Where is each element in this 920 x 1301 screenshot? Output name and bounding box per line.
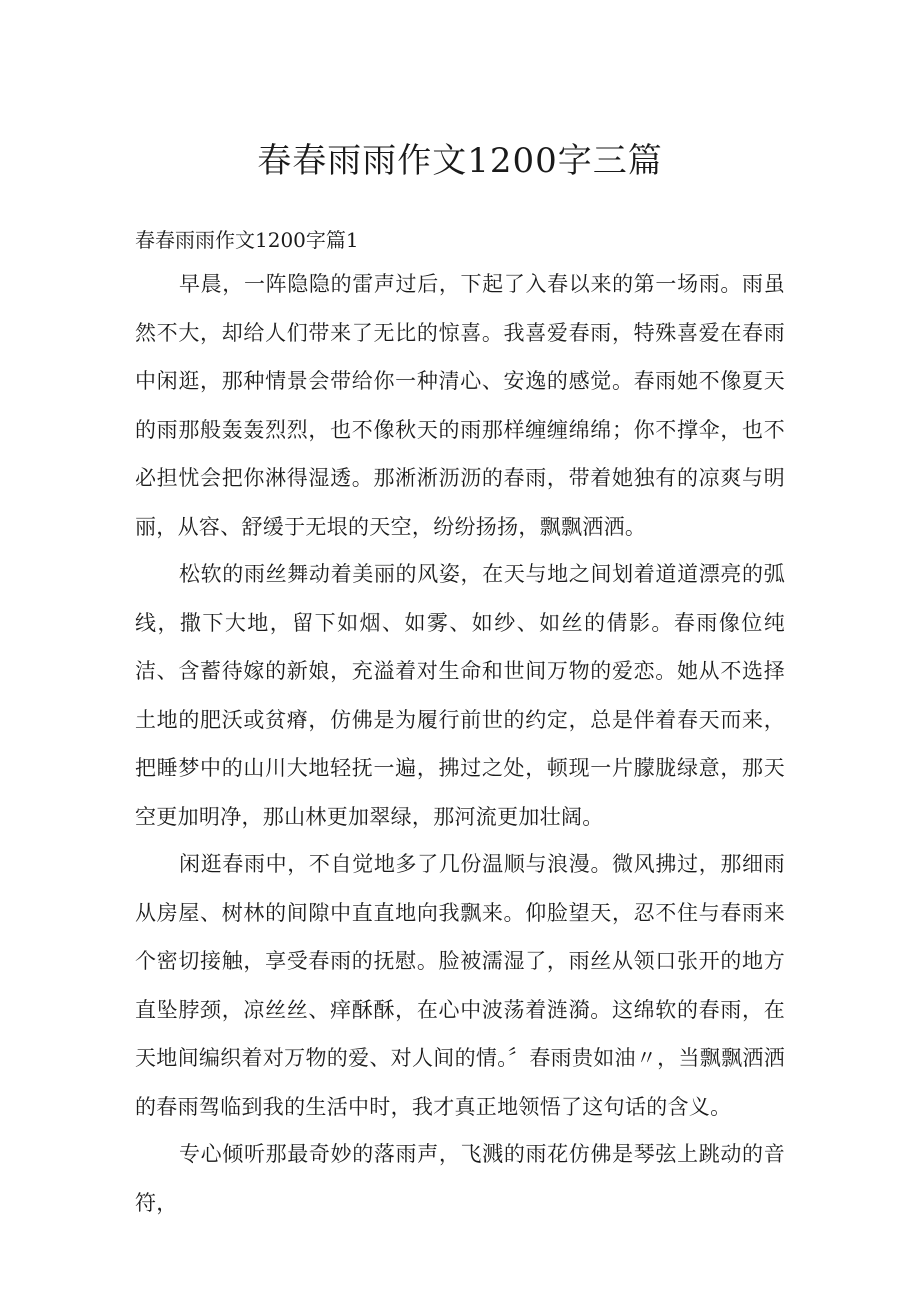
document-title: 春春雨雨作文1200字三篇 — [257, 141, 663, 181]
paragraph: 专心倾听那最奇妙的落雨声，飞溅的雨花仿佛是琴弦上跳动的音符， — [135, 1142, 785, 1215]
section-heading: 春春雨雨作文1200字篇1 — [135, 228, 359, 252]
paragraph: 松软的雨丝舞动着美丽的风姿，在天与地之间划着道道漂亮的弧线，撒下大地，留下如烟、如雾、如纱、如丝的倩影。春雨像位纯洁、含蓄待嫁的新娘，充溢着对生命和世间万物的爱恋。她从不选择土地的肥沃或贫瘠，仿佛是为履行前世的约定，总是伴着春天而来，把睡梦中的山川大地轻抚一遍，拂过之处，顿现一片朦胧绿意，那天空更加明净，那山林更加翠绿，那河流更加壮阔。 — [135, 562, 785, 829]
paragraph: 早晨，一阵隐隐的雷声过后，下起了入春以来的第一场雨。雨虽然不大，却给人们带来了无比的惊喜。我喜爱春雨，特殊喜爱在春雨中闲逛，那种情景会带给你一种清心、安逸的感觉。春雨她不像夏天的雨那般轰轰烈烈，也不像秋天的雨那样缠缠绵绵；你不撑伞，也不必担忧会把你淋得湿透。那淅淅沥沥的春雨，带着她独有的凉爽与明丽，从容、舒缓于无垠的天空，纷纷扬扬，飘飘洒洒。 — [135, 272, 785, 539]
paragraph: 闲逛春雨中，不自觉地多了几份温顺与浪漫。微风拂过，那细雨从房屋、树林的间隙中直直地向我飘来。仰脸望天，忍不住与春雨来个密切接触，享受春雨的抚慰。脸被濡湿了，雨丝从领口张开的地方直坠脖颈，凉丝丝、痒酥酥，在心中波荡着涟漪。这绵软的春雨，在天地间编织着对万物的爱、对人间的情。〞春雨贵如油〃，当飘飘洒洒的春雨驾临到我的生活中时，我才真正地领悟了这句话的含义。 — [135, 852, 785, 1119]
